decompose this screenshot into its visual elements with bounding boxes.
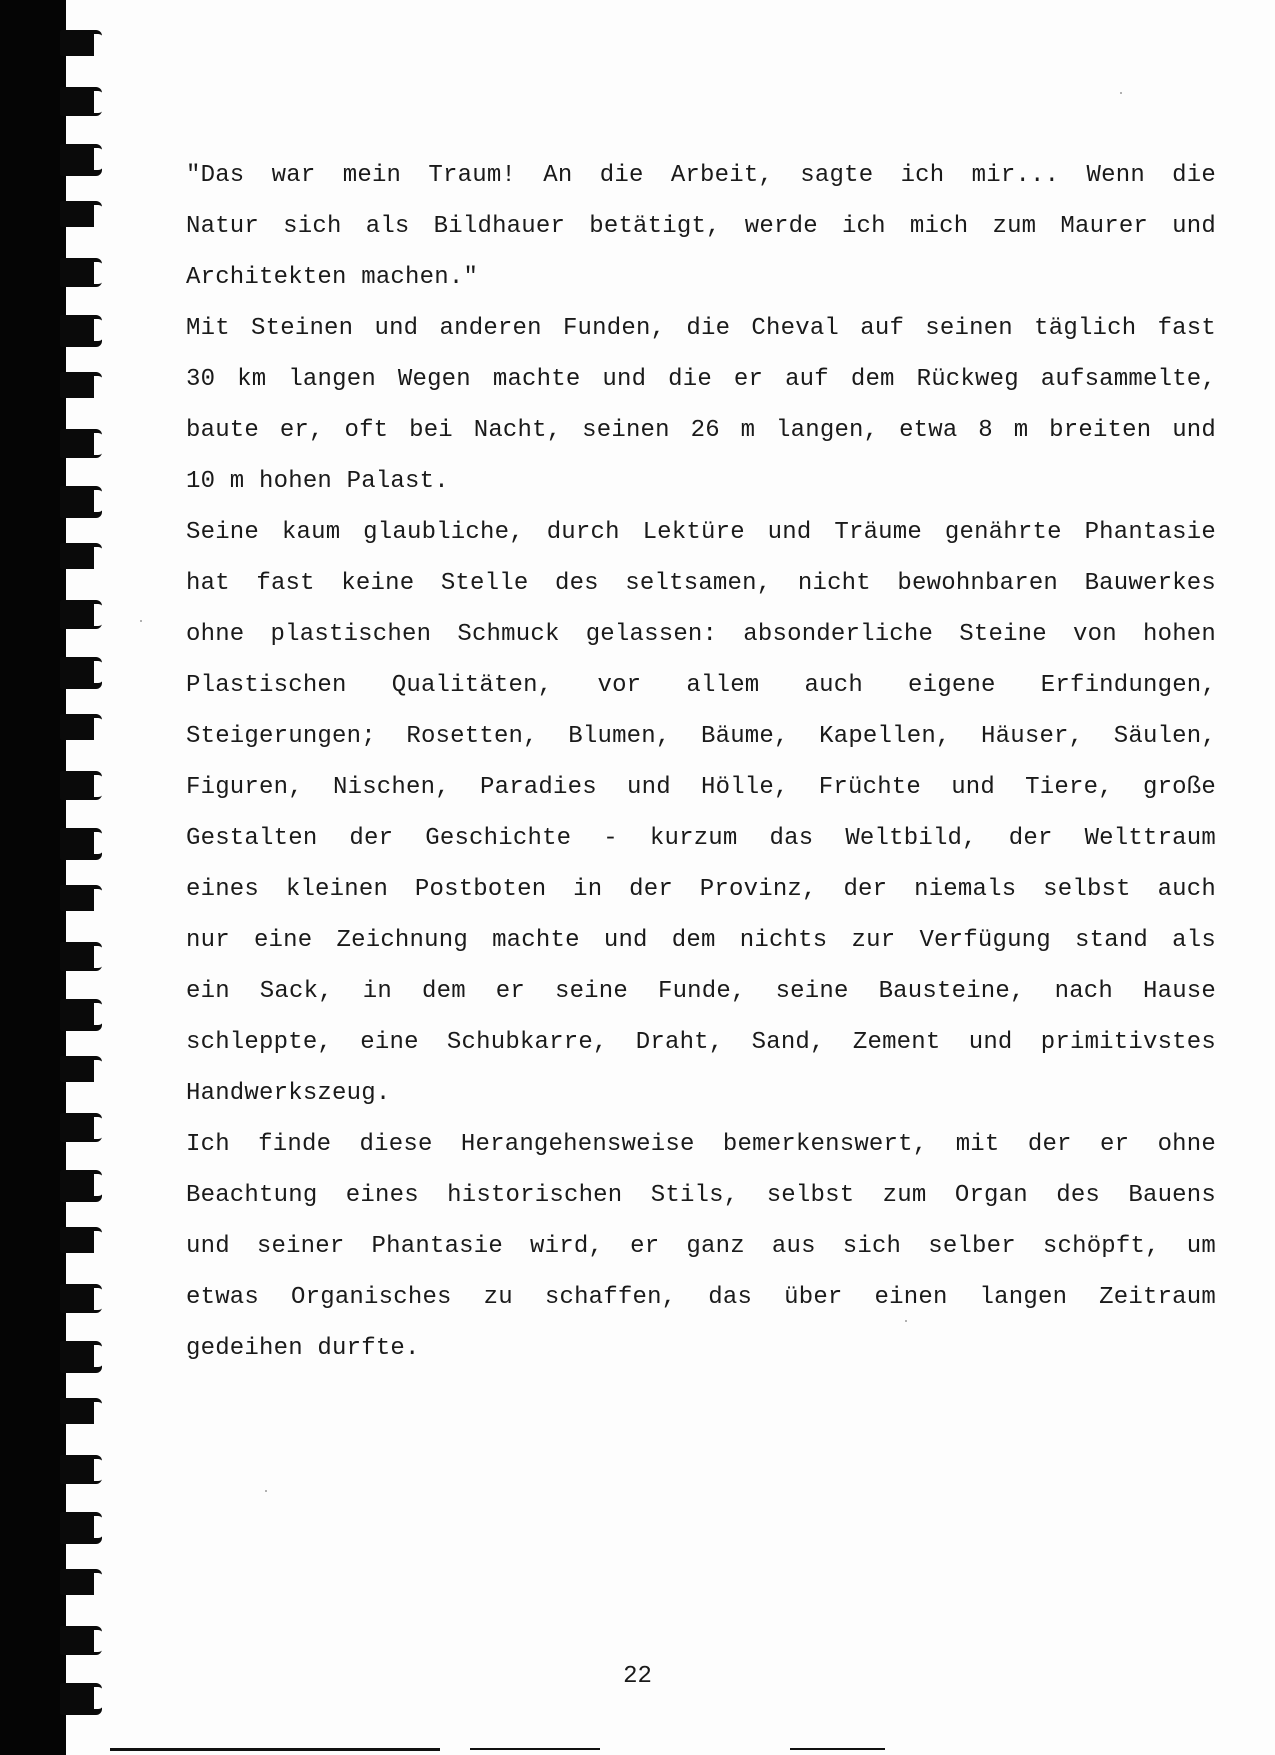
binding-gap xyxy=(66,689,96,711)
binding-gap xyxy=(66,176,96,198)
binding-gap xyxy=(66,1202,96,1224)
binding-tab xyxy=(60,429,102,458)
binding-gap xyxy=(66,1259,96,1281)
binding-gap xyxy=(66,1373,96,1395)
binding-tab xyxy=(60,258,102,287)
binding-tab xyxy=(60,1398,102,1424)
binding-tab xyxy=(60,1512,102,1544)
bottom-rule xyxy=(110,1748,440,1751)
binding-gap xyxy=(66,575,96,597)
binding-tab xyxy=(60,372,102,398)
text-line: ein Sack, in dem er seine Funde, seine Bausteine, nach Hause xyxy=(186,978,1216,1005)
binding-tab xyxy=(60,714,102,740)
binding-tab xyxy=(60,1455,102,1484)
binding-tab xyxy=(60,1626,102,1655)
binding-gap xyxy=(66,404,96,426)
scan-speck xyxy=(1120,92,1122,94)
bottom-rule xyxy=(470,1748,600,1750)
page-number: 22 xyxy=(623,1663,652,1690)
binding-gap xyxy=(66,1715,96,1737)
binding-tab xyxy=(60,600,102,629)
text-line: hat fast keine Stelle des seltsamen, nicht bewohnbaren Bauwerkes xyxy=(186,570,1216,597)
binding-tab xyxy=(60,486,102,518)
text-line: Mit Steinen und anderen Funden, die Cheval auf seinen täglich fast xyxy=(186,315,1216,342)
binding-gap xyxy=(66,632,96,654)
text-line: schleppte, eine Schubkarre, Draht, Sand, Zement und primitivstes xyxy=(186,1029,1216,1056)
text-line: Steigerungen; Rosetten, Blumen, Bäume, Kapellen, Häuser, Säulen, xyxy=(186,723,1216,750)
binding-tab xyxy=(60,87,102,116)
binding-tab xyxy=(60,1170,102,1202)
binding-tab xyxy=(60,771,102,800)
text-line: etwas Organisches zu schaffen, das über einen langen Zeitraum xyxy=(186,1284,1216,1311)
text-line: eines kleinen Postboten in der Provinz, der niemals selbst auch xyxy=(186,876,1216,903)
text-line: und seiner Phantasie wird, er ganz aus sich selber schöpft, um xyxy=(186,1233,1216,1260)
binding-tab xyxy=(60,1569,102,1595)
text-line: Plastischen Qualitäten, vor allem auch eigene Erfindungen, xyxy=(186,672,1216,699)
binding-tab xyxy=(60,543,102,569)
text-line: ohne plastischen Schmuck gelassen: absonderliche Steine von hohen xyxy=(186,621,1216,648)
scan-speck xyxy=(905,1320,907,1322)
body-text xyxy=(186,150,1216,1374)
text-line: Handwerkszeug. xyxy=(186,1080,391,1107)
text-line: Seine kaum glaubliche, durch Lektüre und Träume genährte Phantasie xyxy=(186,519,1216,546)
binding-gap xyxy=(66,1487,96,1509)
text-line: Natur sich als Bildhauer betätigt, werde ich mich zum Maurer und xyxy=(186,213,1216,240)
binding-gap xyxy=(66,347,96,369)
binding-tab xyxy=(60,1056,102,1082)
binding-tab xyxy=(60,1341,102,1373)
text-line: Beachtung eines historischen Stils, selbst zum Organ des Bauens xyxy=(186,1182,1216,1209)
binding-tab xyxy=(60,999,102,1031)
binding-gap xyxy=(66,119,96,141)
binding-tab xyxy=(60,1227,102,1253)
binding-tab xyxy=(60,1284,102,1313)
binding-tab xyxy=(60,942,102,971)
binding-gap xyxy=(66,974,96,996)
binding-gap xyxy=(66,233,96,255)
text-line: nur eine Zeichnung machte und dem nichts zur Verfügung stand als xyxy=(186,927,1216,954)
binding-gap xyxy=(66,1031,96,1053)
binding-gap xyxy=(66,1544,96,1566)
binding-tab xyxy=(60,30,102,56)
scan-speck xyxy=(265,1490,267,1492)
binding-spine xyxy=(0,0,66,1755)
binding-gap xyxy=(66,1601,96,1623)
binding-gap xyxy=(66,62,96,84)
binding-gap xyxy=(66,1145,96,1167)
binding-gap xyxy=(66,917,96,939)
text-line: Ich finde diese Herangehensweise bemerkenswert, mit der er ohne xyxy=(186,1131,1216,1158)
binding-tab xyxy=(60,885,102,911)
text-line: 10 m hohen Palast. xyxy=(186,468,449,495)
binding-tab xyxy=(60,657,102,689)
binding-tab xyxy=(60,1113,102,1142)
text-line: gedeihen durfte. xyxy=(186,1335,420,1362)
binding-gap xyxy=(66,461,96,483)
text-line: "Das war mein Traum! An die Arbeit, sagte ich mir... Wenn die xyxy=(186,162,1216,189)
bottom-rule xyxy=(790,1748,885,1750)
text-line: Architekten machen." xyxy=(186,264,479,291)
text-line: Gestalten der Geschichte - kurzum das Weltbild, der Welttraum xyxy=(186,825,1216,852)
binding-gap xyxy=(66,1088,96,1110)
text-line: baute er, oft bei Nacht, seinen 26 m langen, etwa 8 m breiten und xyxy=(186,417,1216,444)
binding-tab xyxy=(60,201,102,227)
spiral-binding xyxy=(0,0,108,1755)
binding-tab xyxy=(60,315,102,347)
text-line: Figuren, Nischen, Paradies und Hölle, Früchte und Tiere, große xyxy=(186,774,1216,801)
text-line: 30 km langen Wegen machte und die er auf dem Rückweg aufsammelte, xyxy=(186,366,1216,393)
binding-gap xyxy=(66,803,96,825)
binding-gap xyxy=(66,1316,96,1338)
scan-speck xyxy=(140,620,142,622)
binding-tab xyxy=(60,144,102,176)
binding-tab xyxy=(60,828,102,860)
binding-gap xyxy=(66,1430,96,1452)
binding-gap xyxy=(66,746,96,768)
binding-gap xyxy=(66,290,96,312)
binding-gap xyxy=(66,860,96,882)
binding-gap xyxy=(66,518,96,540)
